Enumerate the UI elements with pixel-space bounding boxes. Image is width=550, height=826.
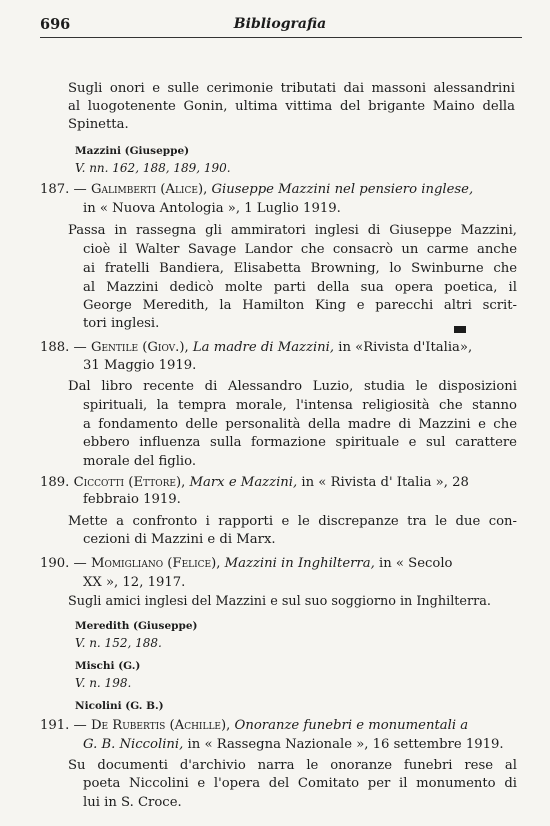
entry-author: Gentile (Giov.), xyxy=(90,340,189,355)
intro-line-3: Spinetta. xyxy=(68,117,129,132)
xref-name-mischi: Mischi (G.) xyxy=(75,660,141,672)
entry-191-source xyxy=(83,736,504,754)
entry-author: Momigliano (Felice), xyxy=(90,556,221,571)
entry-188-body-1: Dal libro recente di Alessandro Luzio, studia le disposizioni xyxy=(68,379,517,394)
entry-190-body-1: Sugli amici inglesi del Mazzini e sul suo soggiorno in Inghilterra. xyxy=(68,594,491,609)
entry-source: in «Rivista d'Italia», xyxy=(338,340,473,355)
header-rule xyxy=(40,37,522,38)
entry-191-body-2: poeta Niccolini e l'opera del Comitato per il monumento di xyxy=(83,776,517,791)
intro-line-1: Sugli onori e sulle cerimonie tributati dai massoni alessandrini xyxy=(68,81,515,96)
entry-188-body-2: spirituali, la tempra morale, l'intensa religiosità che stanno xyxy=(83,398,517,413)
entry-189-date: febbraio 1919. xyxy=(83,492,181,507)
entry-title: Onoranze funebri e monumentali a xyxy=(234,718,469,733)
running-title: Bibliografia xyxy=(233,16,327,32)
entry-title: Giuseppe Mazzini nel pensiero inglese, xyxy=(211,182,474,197)
entry-author: Ciccotti (Ettore), xyxy=(73,475,186,490)
entry-title: Mazzini in Inghilterra, xyxy=(224,556,375,571)
entry-190-heading xyxy=(40,555,520,573)
xref-refs-mischi: V. n. 198. xyxy=(75,676,132,690)
xref-name-nicolini: Nicolini (G. B.) xyxy=(75,700,164,712)
entry-187-body-1: Passa in rassegna gli ammiratori inglesi di Giuseppe Mazzini, xyxy=(68,223,517,238)
entry-190-date: XX », 12, 1917. xyxy=(83,575,186,590)
xref-refs-mazzini: V. nn. 162, 188, 189, 190. xyxy=(75,161,231,175)
entry-number: 188. — xyxy=(40,340,87,355)
entry-188-body-4: ebbero influenza sulla formazione spirituale e sul carattere xyxy=(83,435,517,450)
page-number: 696 xyxy=(40,16,71,33)
entry-187-body-6: tori inglesi. xyxy=(83,316,160,331)
entry-title: La madre di Mazzini, xyxy=(192,340,335,355)
entry-187-body-5: George Meredith, la Hamilton King e parecchi altri scrit- xyxy=(83,298,517,313)
entry-188-body-5: morale del figlio. xyxy=(83,454,197,469)
entry-187-heading xyxy=(40,181,520,199)
xref-name-meredith: Meredith (Giuseppe) xyxy=(75,620,198,632)
entry-author: Galimberti (Alice), xyxy=(90,182,208,197)
entry-source: in « Rassegna Nazionale », 16 settembre 1919. xyxy=(187,737,504,752)
entry-189-body-2: cezioni di Mazzini e di Marx. xyxy=(83,532,276,547)
entry-191-body-1: Su documenti d'archivio narra le onoranze funebri rese al xyxy=(68,758,517,773)
entry-187-body-3: ai fratelli Bandiera, Elisabetta Browning, lo Swinburne che xyxy=(83,261,517,276)
entry-187-body-4: al Mazzini dedicò molte parti della sua opera poetica, il xyxy=(83,280,517,295)
xref-refs-meredith: V. n. 152, 188. xyxy=(75,636,162,650)
entry-author: De Rubertis (Achille), xyxy=(90,718,231,733)
running-header xyxy=(40,16,520,38)
entry-title-cont: G. B. Niccolini, xyxy=(83,737,184,752)
intro-line-2: al luogotenente Gonin, ultima vittima del brigante Maino della xyxy=(68,99,515,114)
entry-187-body-2: cioè il Walter Savage Landor che consacrò un carme anche xyxy=(83,242,517,257)
entry-187-source: in « Nuova Antologia », 1 Luglio 1919. xyxy=(83,201,341,216)
xref-name-mazzini: Mazzini (Giuseppe) xyxy=(75,145,190,157)
entry-191-heading xyxy=(40,717,520,735)
entry-number: 190. — xyxy=(40,556,87,571)
entry-number: 187. — xyxy=(40,182,87,197)
entry-source: in « Secolo xyxy=(379,556,453,571)
entry-number: 189. xyxy=(40,475,70,490)
entry-188-heading xyxy=(40,339,520,357)
entry-189-body-1: Mette a confronto i rapporti e le discrepanze tra le due con- xyxy=(68,514,517,529)
ink-smudge xyxy=(454,326,466,333)
entry-title: Marx e Mazzini, xyxy=(189,475,298,490)
entry-189-heading xyxy=(40,474,520,492)
entry-number: 191. — xyxy=(40,718,87,733)
entry-source: in « Rivista d' Italia », 28 xyxy=(301,475,469,490)
entry-188-date: 31 Maggio 1919. xyxy=(83,358,197,373)
entry-191-body-3: lui in S. Croce. xyxy=(83,795,182,810)
entry-188-body-3: a fondamento delle personalità della madre di Mazzini e che xyxy=(83,417,517,432)
